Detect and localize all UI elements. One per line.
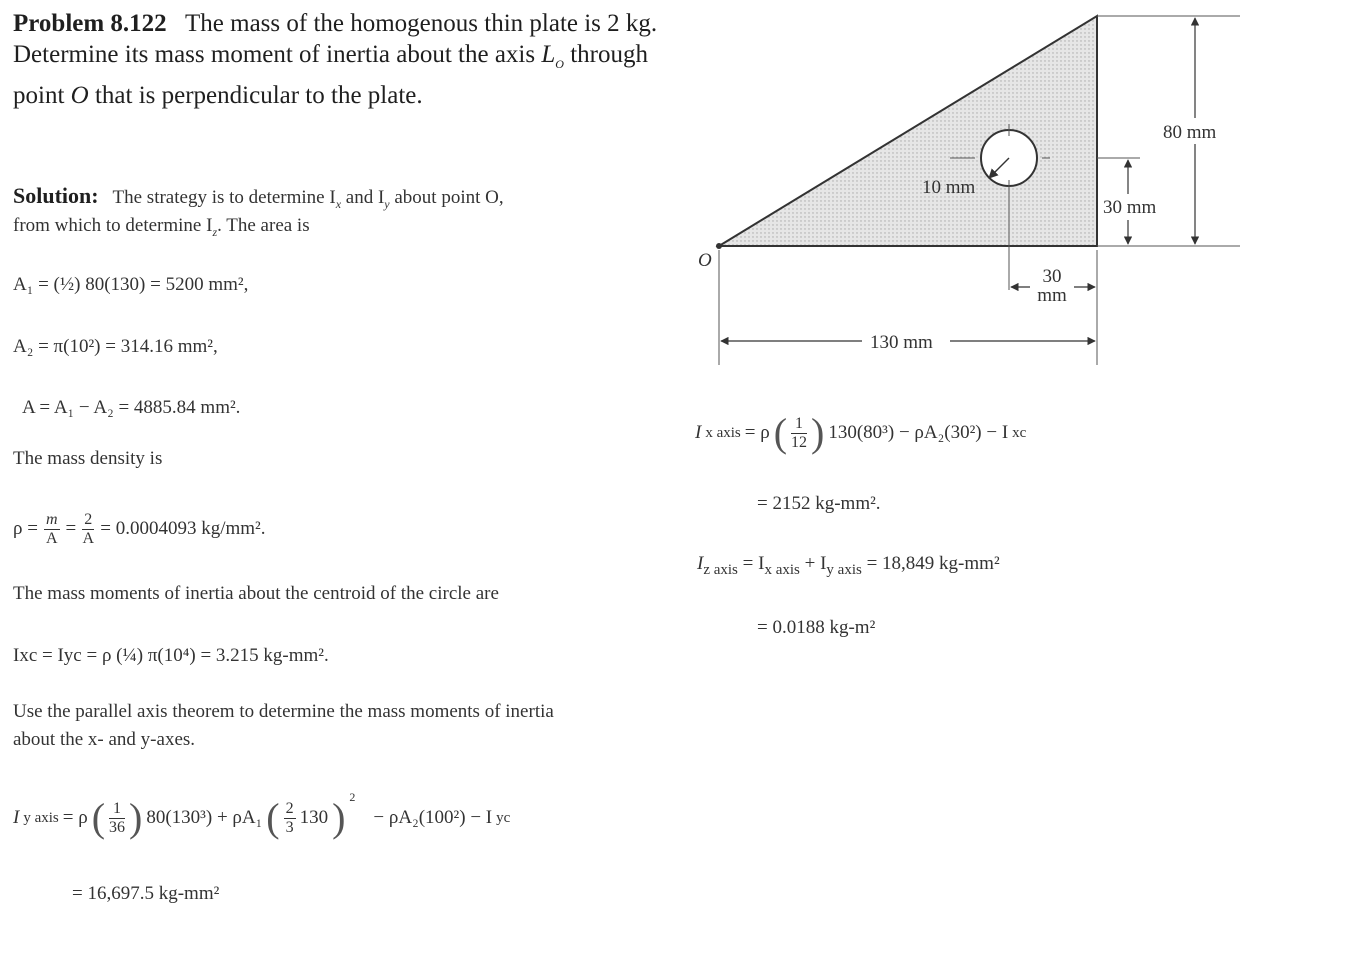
iz-sub: z axis	[703, 561, 738, 578]
solution-intro: Solution: The strategy is to determine $I_x$ and $I_y$ about point O,	[13, 183, 504, 211]
eq-area-2: A₂ = π(10²) = 314.16 mm²,	[13, 336, 218, 357]
ix-mid: 130(80³) − ρA₂(30²) − I	[828, 422, 1009, 443]
problem-text-3: that is perpendicular to the plate.	[88, 82, 423, 109]
dim-30-bottom-label-2: mm	[1037, 285, 1067, 306]
dim-130-label: 130 mm	[870, 332, 933, 353]
solution-text-5: . The area is	[217, 215, 310, 236]
eq-area-1: A₁ = (½) 80(130) = 5200 mm²,	[13, 274, 249, 295]
parallel-text-2: about the x- and y-axes.	[13, 729, 196, 750]
ix-sub: x axis	[705, 424, 741, 441]
dim-30-right-label: 30 mm	[1103, 197, 1157, 218]
ix-f-den: 12	[791, 433, 808, 451]
parallel-text-1: Use the parallel axis theorem to determine the mass moments of inertia	[13, 701, 554, 722]
iz-y-sub: y axis	[826, 561, 862, 578]
iy-sub: y axis	[23, 809, 59, 826]
rho-m: m	[45, 510, 58, 528]
axis-sub: O	[555, 57, 564, 71]
dim-10-label: 10 mm	[922, 177, 976, 198]
iy-f1-num: 1	[109, 800, 125, 819]
rho-a: A	[45, 529, 58, 547]
solution-text-1: The strategy is to determine I	[112, 187, 336, 208]
eq-circle-inertia: Ixc = Iyc = ρ (¼) π(10⁴) = 3.215 kg-mm².	[13, 645, 329, 666]
circle-text: The mass moments of inertia about the centroid of the circle are	[13, 583, 499, 604]
iy-exp: 2	[349, 790, 356, 804]
solution-label: Solution:	[13, 183, 99, 208]
triangular-plate	[719, 16, 1097, 246]
iy-f1-den: 36	[109, 818, 126, 836]
ix-eq: = ρ	[744, 422, 770, 443]
iz-x-sub: x axis	[764, 561, 800, 578]
rho-2: 2	[84, 510, 93, 528]
solution-intro-2: from which to determine $I_z$. The area is	[13, 215, 310, 239]
eq-ix-result: = 2152 kg-mm².	[757, 493, 881, 514]
axis-var: L	[541, 41, 556, 68]
iy-mid: 80(130³) + ρA₁	[146, 807, 263, 828]
ix-left: I	[695, 422, 702, 443]
dim-30-bottom-label-1: 30	[1042, 266, 1062, 287]
eq-area-total: A = A₁ − A₂ = 4885.84 mm².	[22, 397, 241, 418]
iy-eq: = ρ	[62, 807, 88, 828]
problem-text-2: through point	[13, 41, 648, 109]
iy-f2-num: 2	[285, 799, 294, 817]
point-o-label: O	[698, 250, 712, 271]
problem-label: Problem 8.122	[13, 10, 167, 37]
solution-text-4: from which to determine I	[13, 215, 213, 236]
eq-density: ρ = $\frac{m}{A}$ = $\frac{2}{A}$ = 0.0004093 kg/mm².	[13, 510, 266, 547]
eq-iy-axis: I y axis = ρ ( $\frac{1}{36}$ ) 80(130³) + ρA₁ ( $\frac{2}{3}$ 130 ) $^2$ − ρA₂(100²) − I yc	[13, 790, 511, 840]
iz-line: = I	[742, 553, 765, 574]
problem-text-1: The mass of the homogenous thin plate is 2 kg. Determine its mass moment of inertia about the axis	[13, 10, 658, 68]
ix-f-num: 1	[791, 415, 807, 434]
eq-iy-result: = 16,697.5 kg-mm²	[72, 883, 220, 904]
iy-130: 130	[299, 807, 329, 828]
iz-value: = 18,849 kg-mm²	[861, 553, 1000, 574]
rho-a2: A	[82, 529, 95, 547]
density-text: The mass density is	[13, 448, 163, 469]
point-o-dot	[716, 243, 722, 249]
solution-text-3: about point O,	[394, 187, 504, 208]
rho-left: ρ =	[13, 518, 38, 539]
point-var: O	[70, 82, 89, 109]
rho-right: = 0.0004093 kg/mm².	[100, 518, 266, 539]
dim-80-label: 80 mm	[1163, 122, 1217, 143]
iy-tail: − ρA₂(100²) − I	[373, 807, 493, 828]
iy-f2-den: 3	[285, 818, 294, 836]
iy-left: I	[13, 807, 20, 828]
iz-left: I	[697, 553, 704, 574]
eq-iz-result: = 0.0188 kg-m²	[757, 617, 876, 638]
iz-plus: + I	[799, 553, 827, 574]
solution-text-2: and I	[345, 187, 385, 208]
iy-tail-sub: yc	[496, 809, 511, 826]
eq-ix-axis: I x axis = ρ ( $\frac{1}{12}$ ) 130(80³) − ρA₂(30²) − I xc	[695, 410, 1027, 455]
ix-tail-sub: xc	[1012, 424, 1027, 441]
